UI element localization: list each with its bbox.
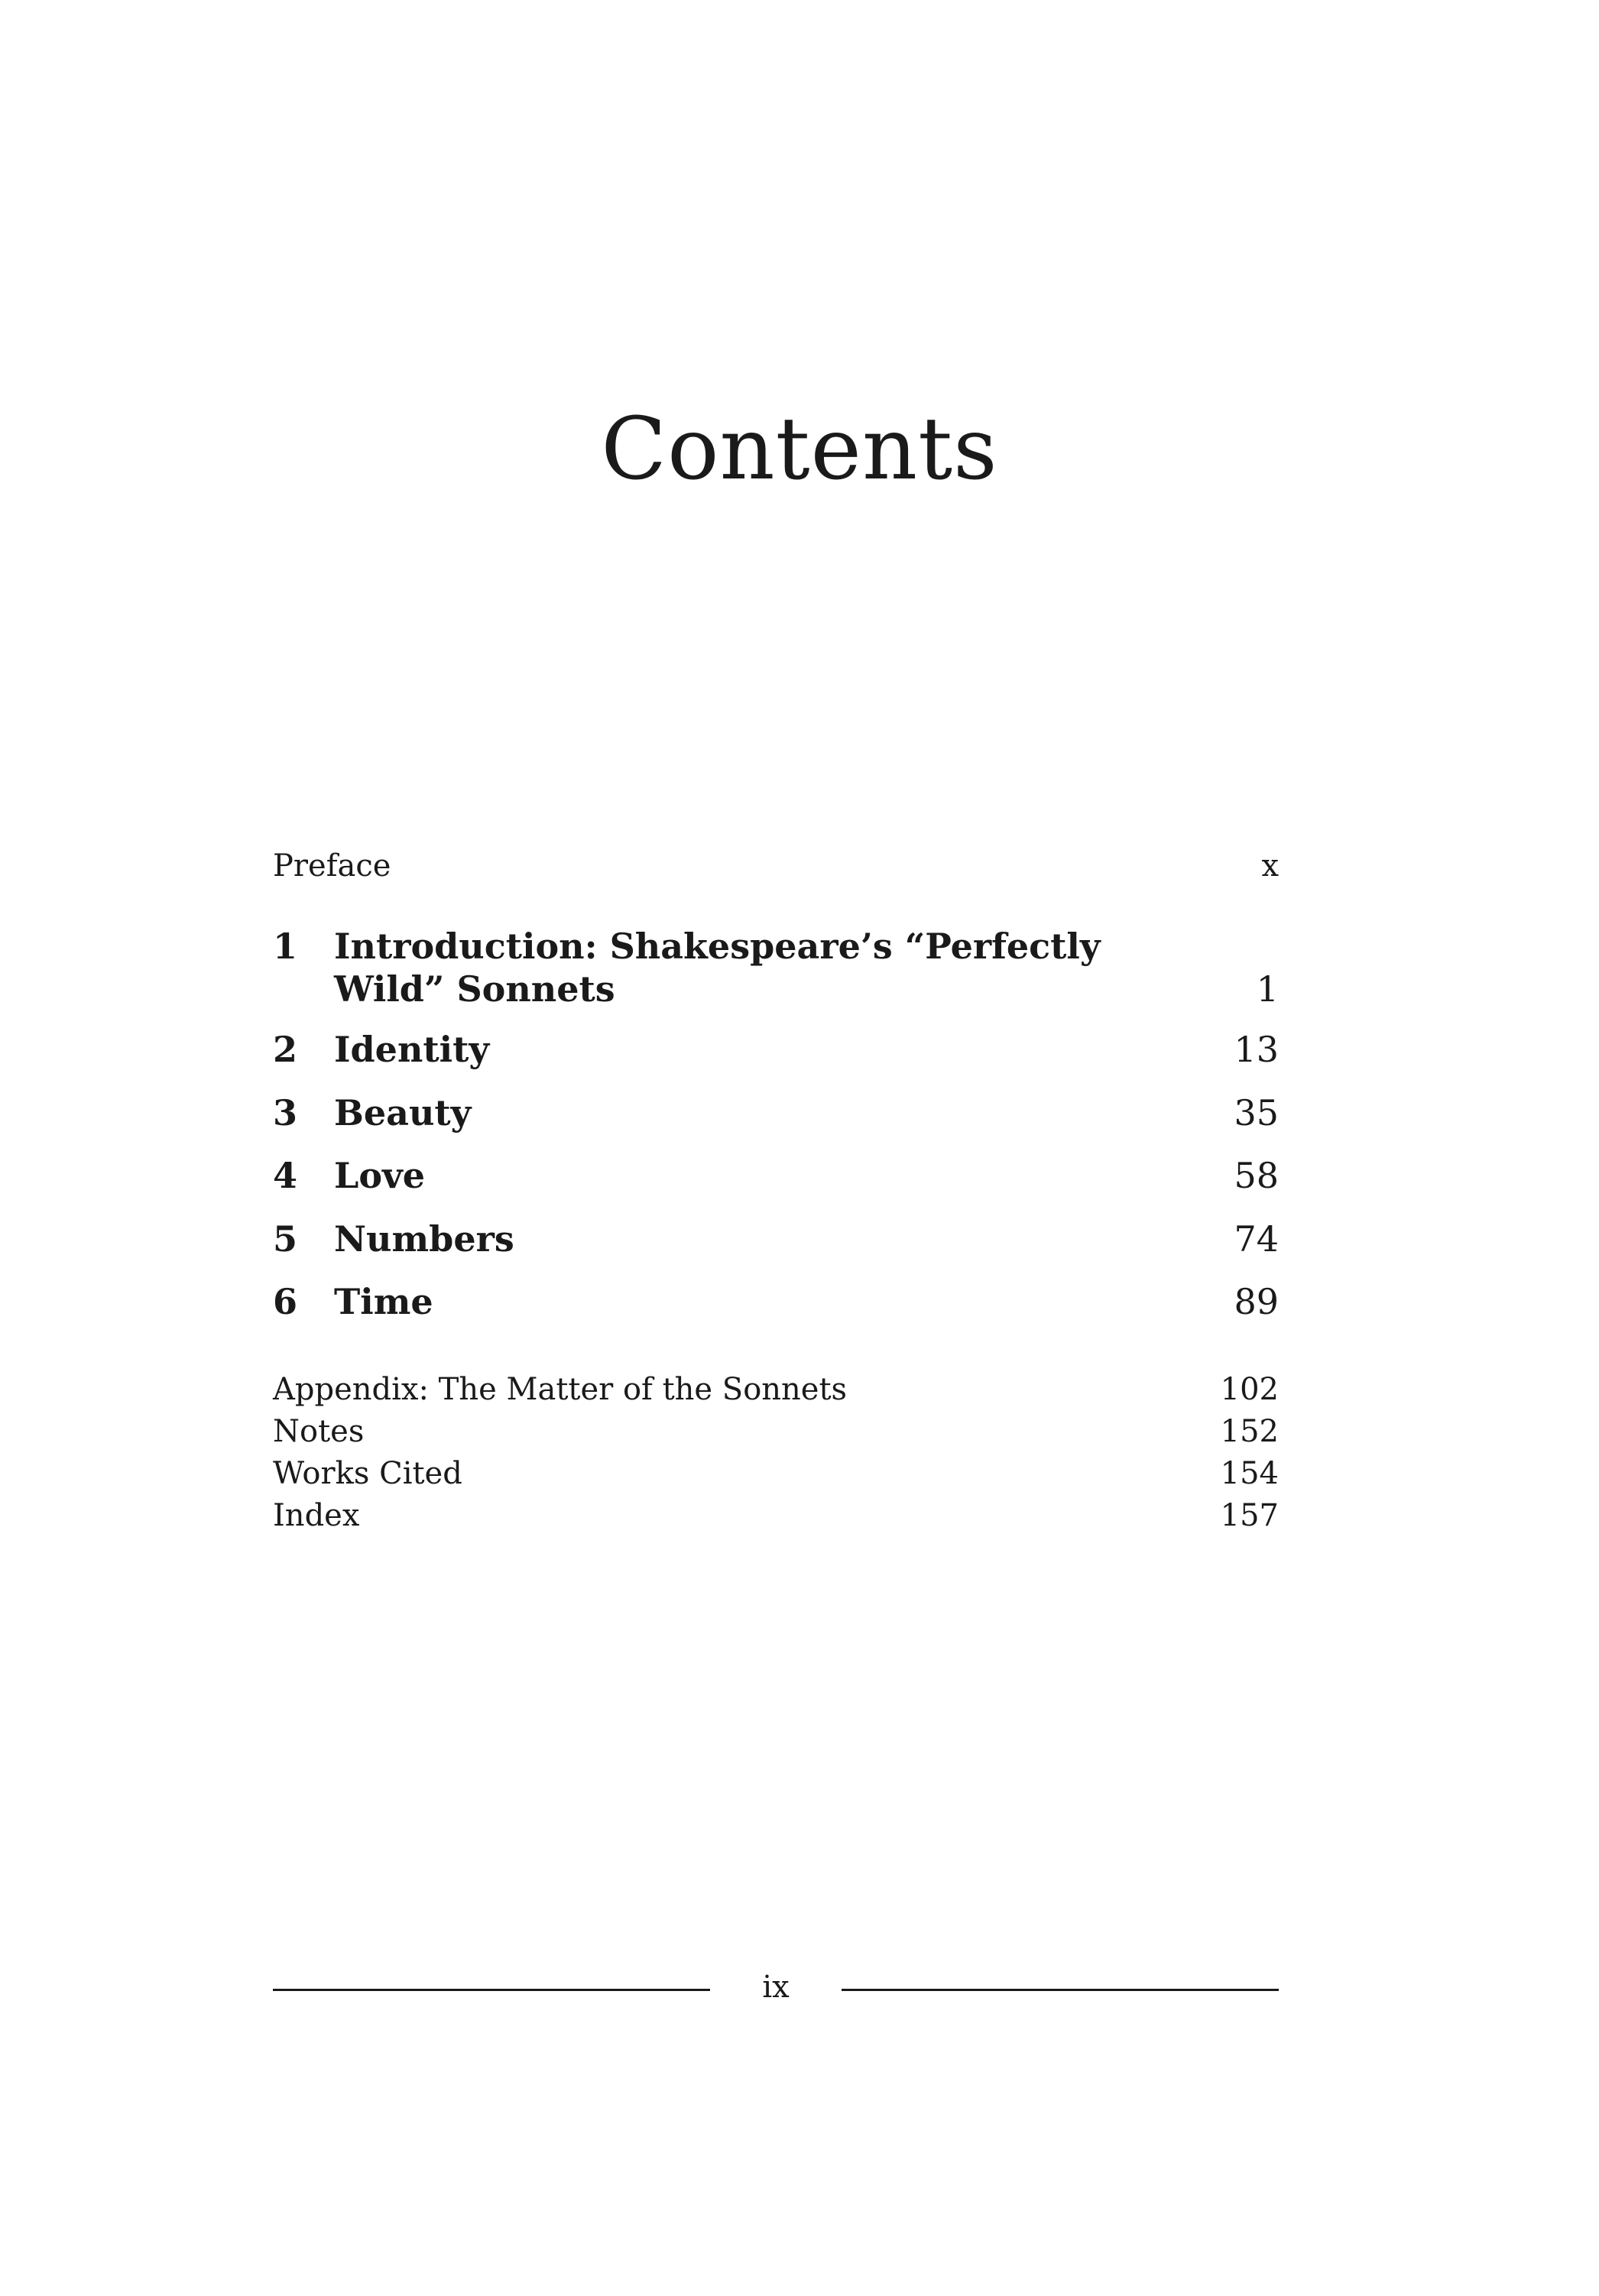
chapter-page: 35 <box>1234 1092 1279 1133</box>
chapter-number: 5 <box>273 1218 298 1260</box>
chapter-page: 74 <box>1234 1218 1279 1260</box>
toc-entry-label: Appendix: The Matter of the Sonnets <box>273 1372 848 1407</box>
chapter-number: 1 <box>273 926 298 967</box>
toc-entry-label: Notes <box>273 1414 365 1449</box>
chapter-title: Identity <box>334 1029 490 1070</box>
page-number: ix <box>762 1970 790 2005</box>
chapter-number: 6 <box>273 1281 298 1322</box>
toc-chapter-1[interactable] <box>273 925 1279 1010</box>
toc-chapter-6[interactable] <box>273 1280 1279 1323</box>
chapter-number: 3 <box>273 1092 298 1133</box>
page-footer <box>273 1964 1279 2018</box>
chapter-page: 58 <box>1234 1155 1279 1196</box>
chapter-number: 4 <box>273 1155 298 1196</box>
chapter-title: Love <box>334 1155 426 1196</box>
toc-entry-page: 157 <box>1220 1498 1279 1533</box>
chapter-title: Introduction: Shakespeare’s “Perfectly <box>334 926 1101 967</box>
toc-chapter-4[interactable] <box>273 1154 1279 1197</box>
toc-entry-page: 154 <box>1220 1456 1279 1491</box>
toc-chapter-3[interactable] <box>273 1091 1279 1134</box>
toc-entry-label: Index <box>273 1498 360 1533</box>
toc-entry-page: 102 <box>1220 1372 1279 1407</box>
toc-entry-label: Works Cited <box>273 1456 462 1491</box>
footer-rule-right <box>842 1989 1279 1991</box>
toc-entry-appendix[interactable] <box>273 1368 1279 1411</box>
chapter-number: 2 <box>273 1029 298 1070</box>
chapter-page: 13 <box>1234 1029 1279 1070</box>
toc-entry-preface[interactable] <box>273 845 1279 887</box>
toc-chapter-5[interactable] <box>273 1218 1279 1260</box>
chapter-page: 1 <box>1256 968 1279 1010</box>
toc-entry-index[interactable] <box>273 1494 1279 1537</box>
page-title: Contents <box>601 400 998 499</box>
chapter-title-continued: Wild” Sonnets <box>334 968 615 1010</box>
chapter-page: 89 <box>1234 1281 1279 1322</box>
chapter-title: Time <box>334 1281 433 1322</box>
chapter-title: Numbers <box>334 1218 514 1260</box>
toc-entry-label: Preface <box>273 848 391 884</box>
toc-entry-page: x <box>1261 848 1279 884</box>
toc-chapter-2[interactable] <box>273 1028 1279 1071</box>
toc-entry-works-cited[interactable] <box>273 1452 1279 1495</box>
chapter-title: Beauty <box>334 1092 472 1133</box>
toc-entry-page: 152 <box>1220 1414 1279 1449</box>
toc-entry-notes[interactable] <box>273 1410 1279 1453</box>
